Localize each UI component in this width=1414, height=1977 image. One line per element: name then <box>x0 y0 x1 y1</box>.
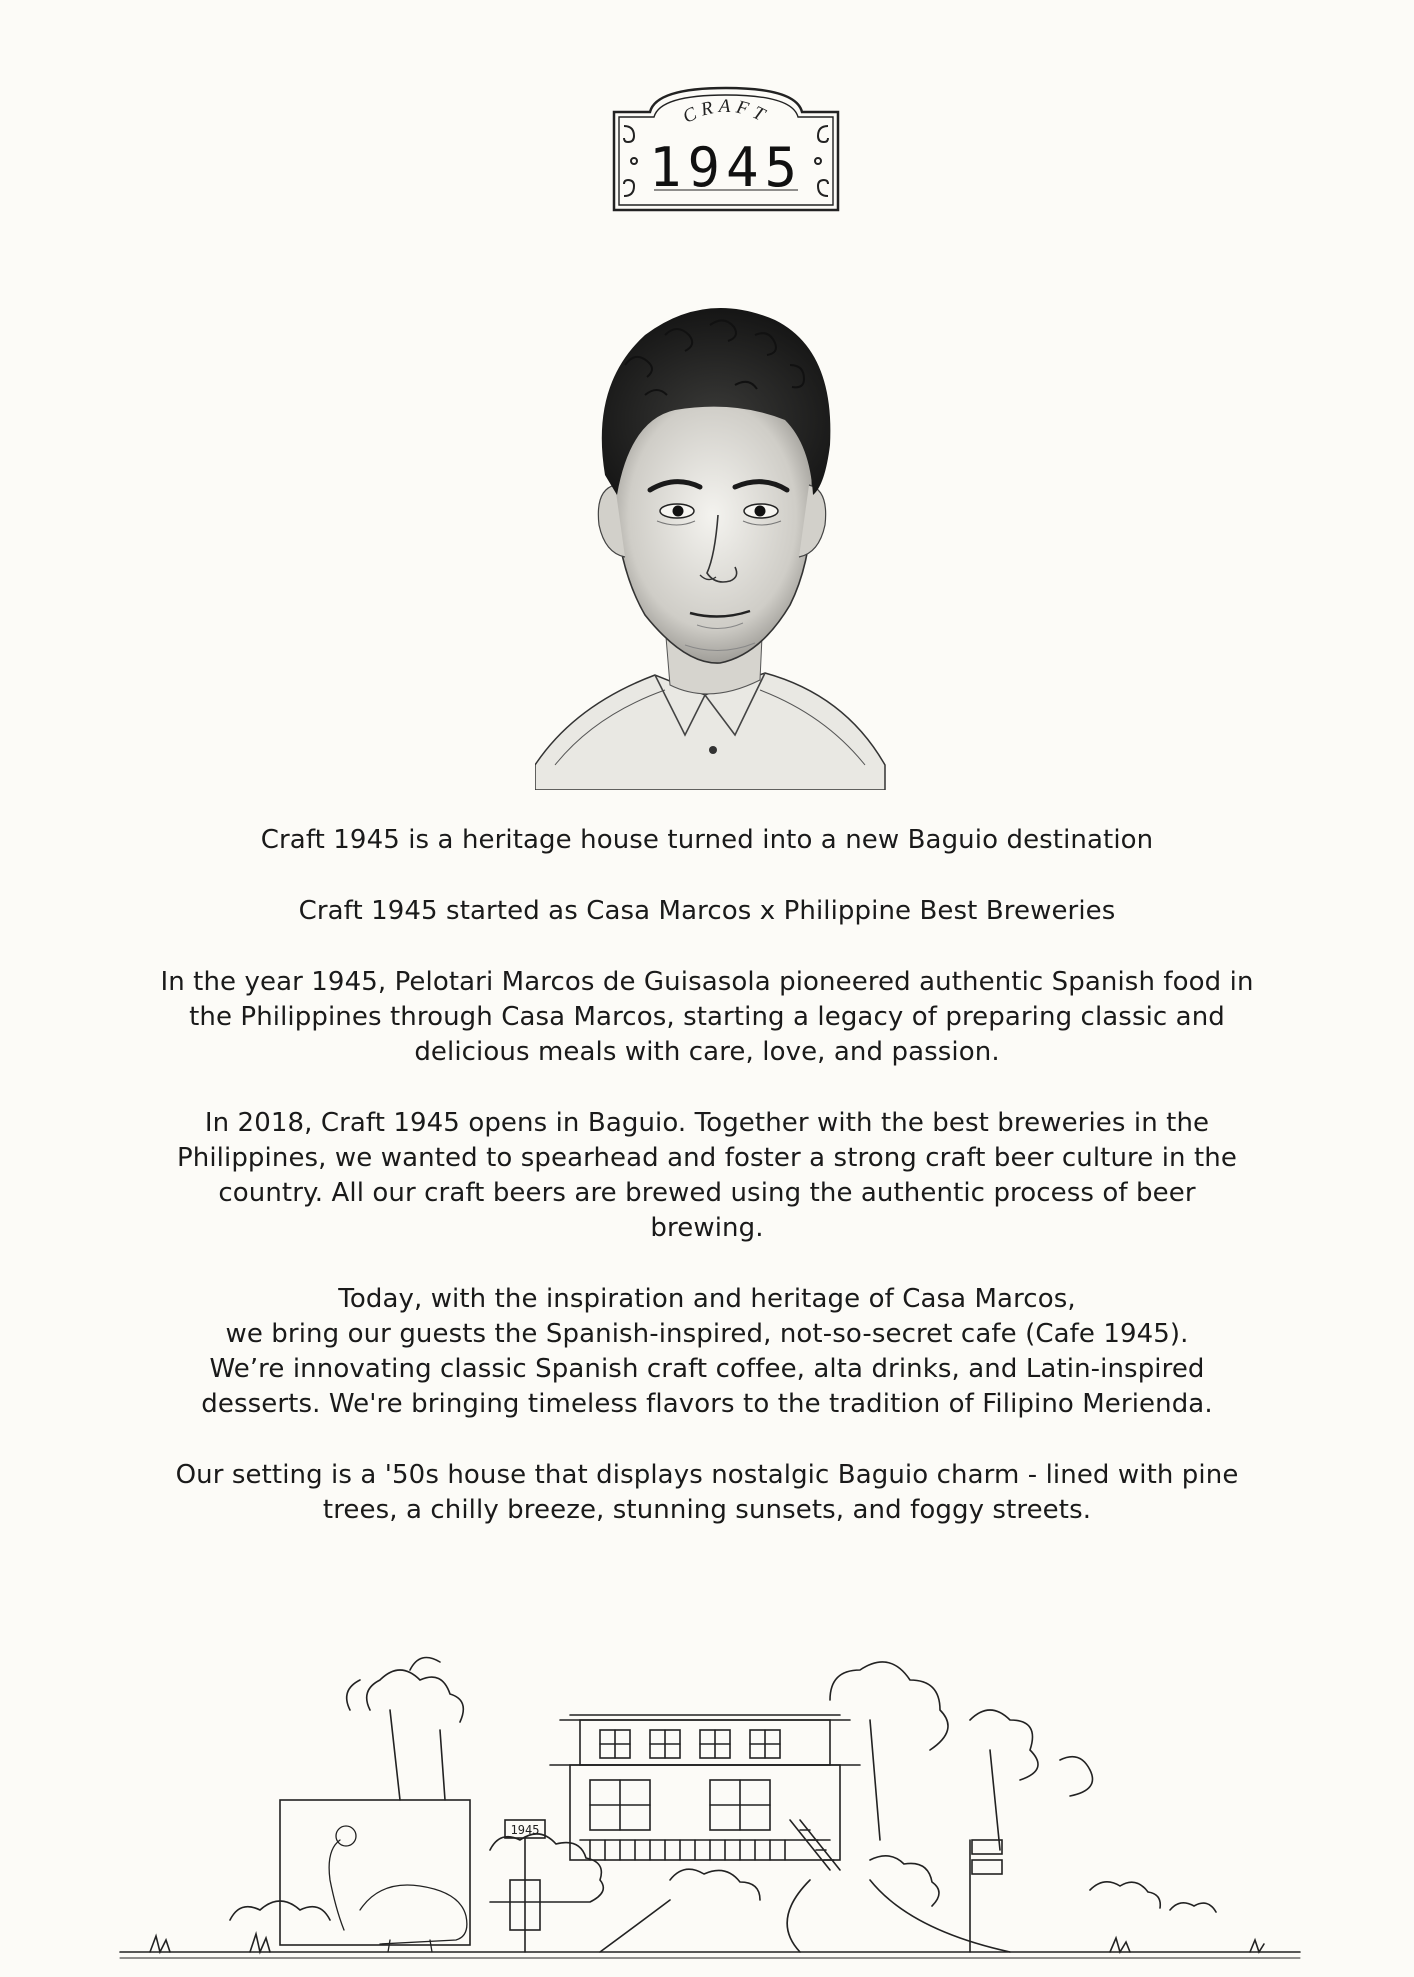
svg-text:CRAFT: CRAFT <box>679 95 773 128</box>
craft-1945-logo <box>610 86 842 214</box>
about-copy <box>110 823 1304 1564</box>
history-paragraph: In the year 1945, Pelotari Marcos de Guisasola pioneered authentic Spanish food in the Philippines through Casa Marcos, starting a legacy of preparing classic and delicious meals with care, love, and passion. <box>160 967 1254 1067</box>
intro-paragraph: Craft 1945 is a heritage house turned into a new Baguio destination <box>260 825 1154 855</box>
brewery-paragraph: In 2018, Craft 1945 opens in Baguio. Together with the best breweries in the Philippines, we wanted to spearhead and foster a strong craft beer culture in the country. All our craft beers are brewed using the authentic process of beer brewing. <box>177 1108 1237 1243</box>
logo-year: 1945 <box>648 136 804 199</box>
origin-paragraph: Craft 1945 started as Casa Marcos x Philippine Best Breweries <box>298 896 1116 926</box>
setting-paragraph: Our setting is a '50s house that displays nostalgic Baguio charm - lined with pine trees, a chilly breeze, stunning sunsets, and foggy streets. <box>175 1460 1239 1525</box>
cafe-paragraph: Today, with the inspiration and heritage of Casa Marcos, we bring our guests the Spanish-inspired, not-so-secret cafe (Cafe 1945). We’re innovating classic Spanish craft coffee, alta drinks, and Latin-inspired desserts. We're bringing timeless flavors to the tradition of Filipino Merienda. <box>201 1284 1213 1419</box>
portrait-sketch <box>535 295 890 790</box>
house-sign-number: 1945 <box>510 1823 540 1837</box>
heritage-house-sketch <box>110 1640 1310 1970</box>
